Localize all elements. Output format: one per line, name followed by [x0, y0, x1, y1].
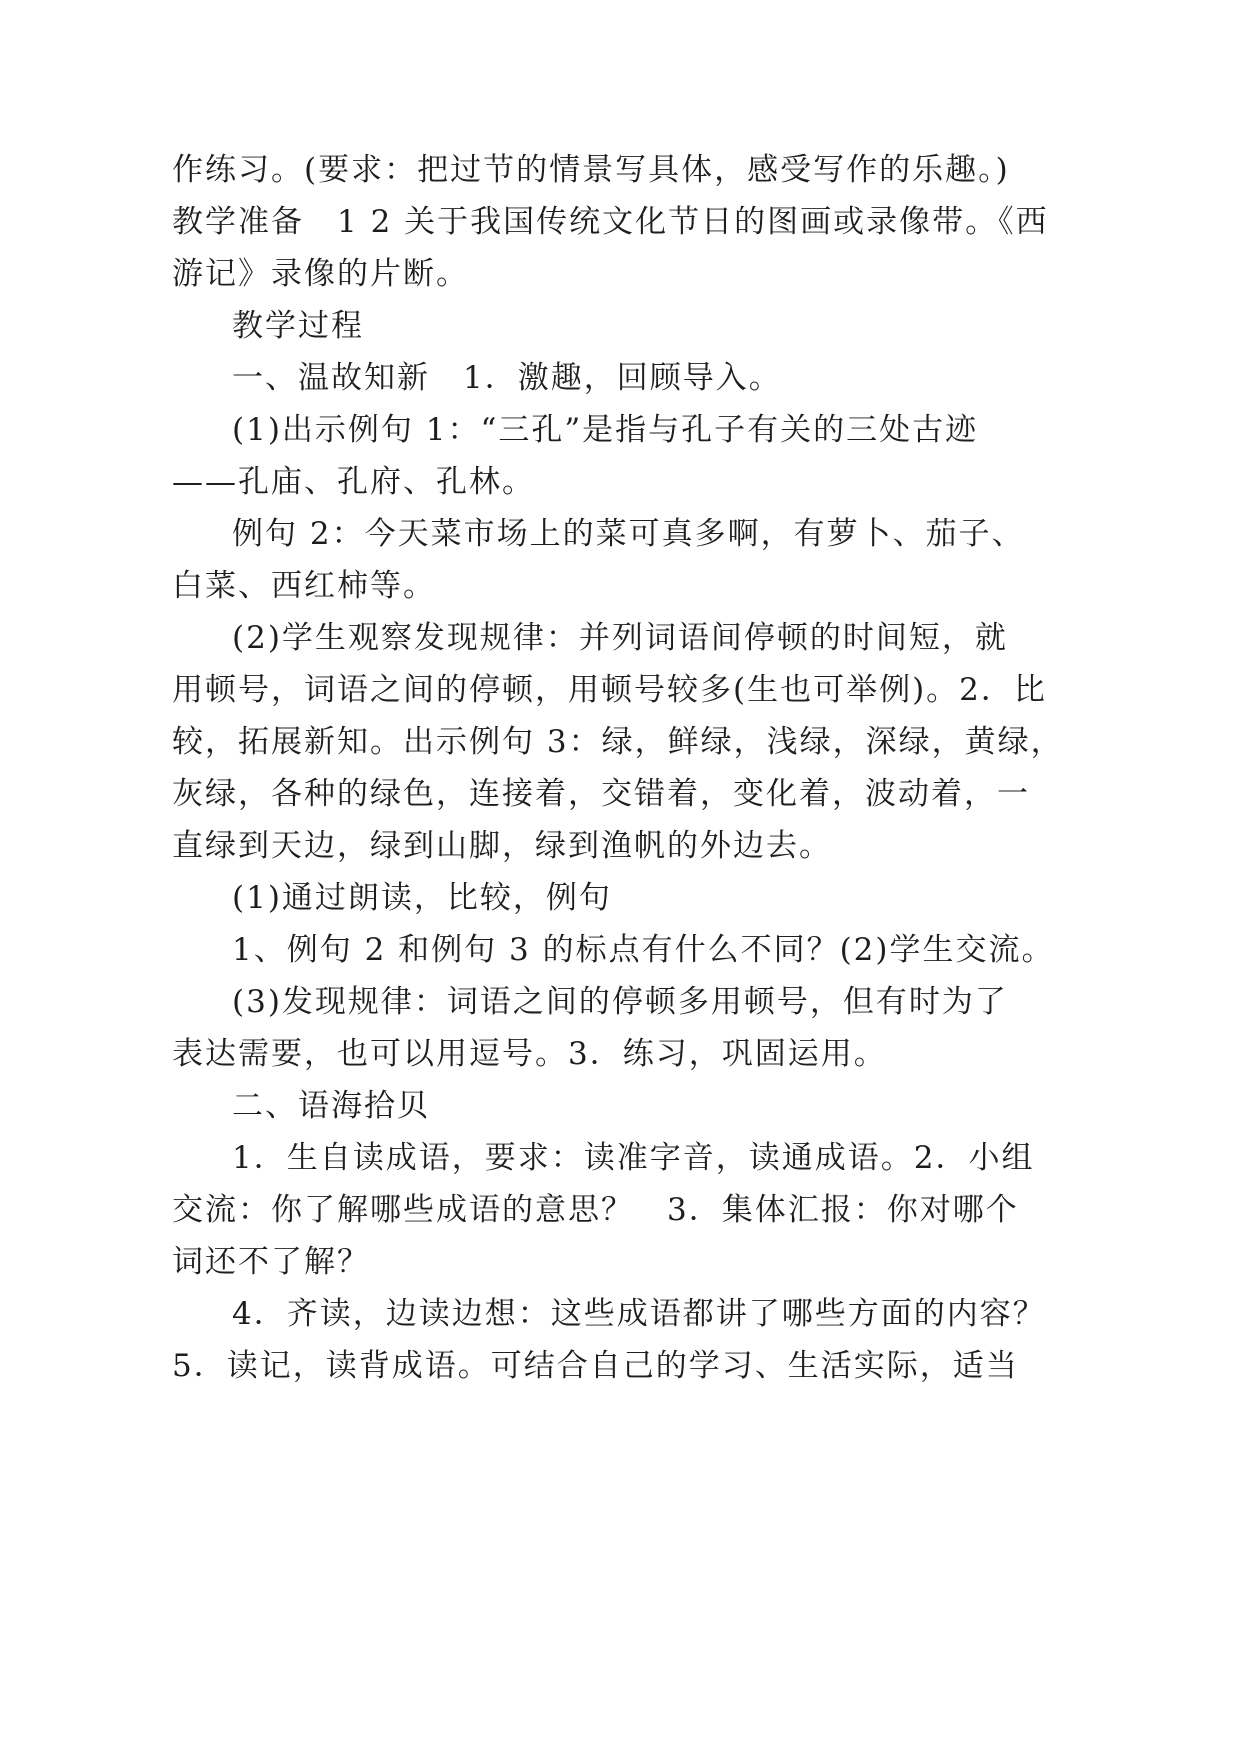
text-line: 用顿号，词语之间的停顿，用顿号较多(生也可举例)。2．比: [172, 672, 1047, 708]
text-line: 教学准备 1 2 关于我国传统文化节日的图画或录像带。《西: [172, 204, 1049, 240]
text-line: 4．齐读，边读边想：这些成语都讲了哪些方面的内容？: [232, 1296, 1046, 1332]
section-heading: 教学过程: [232, 308, 364, 344]
text-line: 游记》录像的片断。: [172, 256, 469, 292]
text-line: 表达需要，也可以用逗号。3．练习，巩固运用。: [172, 1036, 887, 1072]
text-line: (3)发现规律：词语之间的停顿多用顿号，但有时为了: [232, 984, 1008, 1020]
section-heading: 二、语海拾贝: [232, 1088, 430, 1124]
text-line: 词还不了解？: [172, 1244, 370, 1280]
text-line: (1)通过朗读，比较，例句: [232, 880, 612, 916]
text-line: (2)学生观察发现规律：并列词语间停顿的时间短，就: [232, 620, 1008, 656]
text-line: 1、例句 2 和例句 3 的标点有什么不同？(2)学生交流。: [232, 932, 1055, 968]
text-line: 直绿到天边，绿到山脚，绿到渔帆的外边去。: [172, 828, 832, 864]
text-line: ——孔庙、孔府、孔林。: [172, 464, 535, 500]
text-line: 白菜、西红柿等。: [172, 568, 436, 604]
text-line: 较，拓展新知。出示例句 3：绿，鲜绿，浅绿，深绿，黄绿，: [172, 724, 1064, 760]
text-line: 例句 2：今天菜市场上的菜可真多啊，有萝卜、茄子、: [232, 516, 1025, 552]
text-line: 1．生自读成语，要求：读准字音，读通成语。2．小组: [232, 1140, 1035, 1176]
text-line: 一、温故知新 1．激趣，回顾导入。: [232, 360, 782, 396]
text-line: (1)出示例句 1：“三孔”是指与孔子有关的三处古迹: [232, 412, 979, 448]
text-line: 灰绿，各种的绿色，连接着，交错着，变化着，波动着，一: [172, 776, 1030, 812]
text-line: 作练习。(要求：把过节的情景写具体，感受写作的乐趣。): [172, 152, 1010, 188]
text-line: 交流：你了解哪些成语的意思？ 3．集体汇报：你对哪个: [172, 1192, 1019, 1228]
text-line: 5．读记，读背成语。可结合自己的学习、生活实际，适当: [172, 1348, 1019, 1384]
